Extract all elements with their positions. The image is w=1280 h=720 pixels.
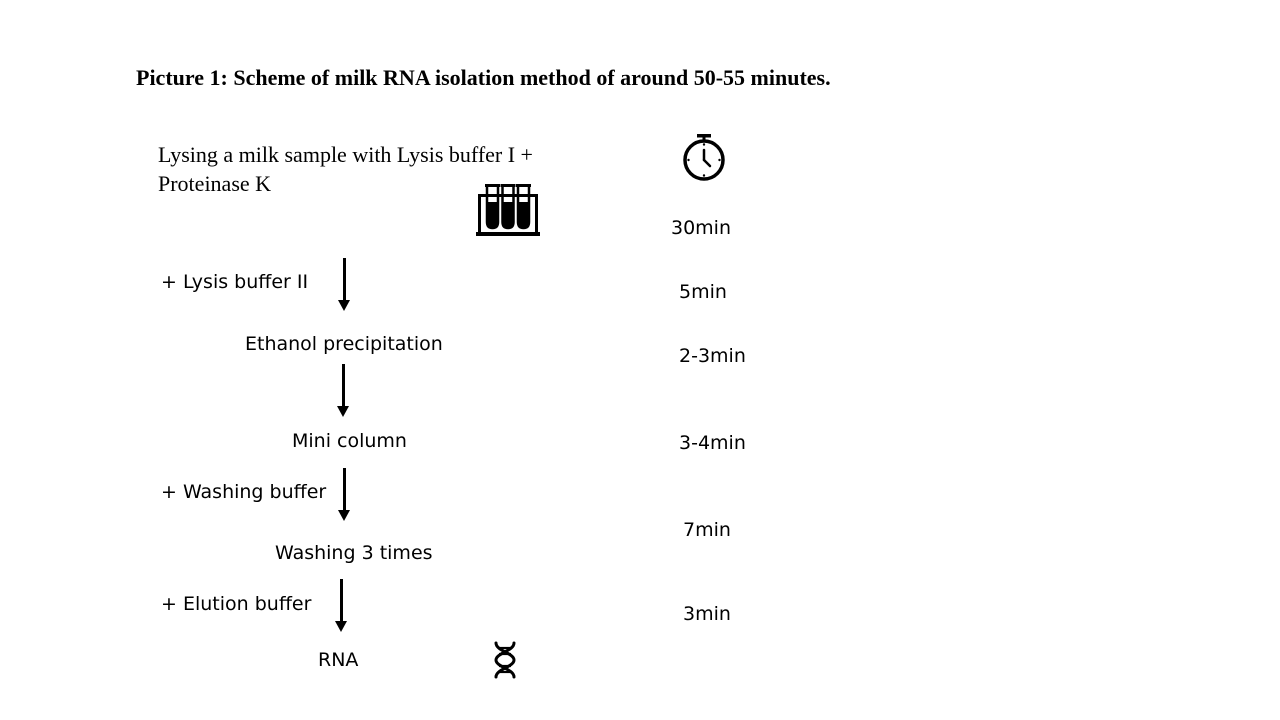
time-2-3min: 2-3min [679, 345, 746, 367]
time-3-4min: 3-4min [679, 432, 746, 454]
test-tube-rack-icon [475, 182, 541, 238]
step-add-washing-buffer: + Washing buffer [161, 481, 327, 503]
time-5min: 5min [679, 281, 727, 303]
time-3min: 3min [683, 603, 731, 625]
step-add-lysis-buffer-2: + Lysis buffer II [161, 271, 309, 293]
dna-icon [491, 641, 519, 679]
time-30min: 30min [671, 217, 732, 239]
step-lysis-intro: Lysing a milk sample with Lysis buffer I + Proteinase K [158, 142, 533, 196]
step-mini-column: Mini column [292, 430, 407, 452]
stopwatch-icon [681, 132, 727, 182]
arrow-down-4 [335, 579, 349, 632]
time-7min: 7min [683, 519, 731, 541]
arrow-down-2 [337, 364, 351, 417]
step-rna: RNA [318, 649, 359, 671]
arrow-down-1 [338, 258, 352, 311]
step-add-elution-buffer: + Elution buffer [161, 593, 312, 615]
step-washing-3-times: Washing 3 times [275, 542, 433, 564]
arrow-down-3 [338, 468, 352, 521]
step-ethanol-precipitation: Ethanol precipitation [245, 333, 443, 355]
scheme-title: Picture 1: Scheme of milk RNA isolation method of around 50-55 minutes. [136, 65, 831, 90]
